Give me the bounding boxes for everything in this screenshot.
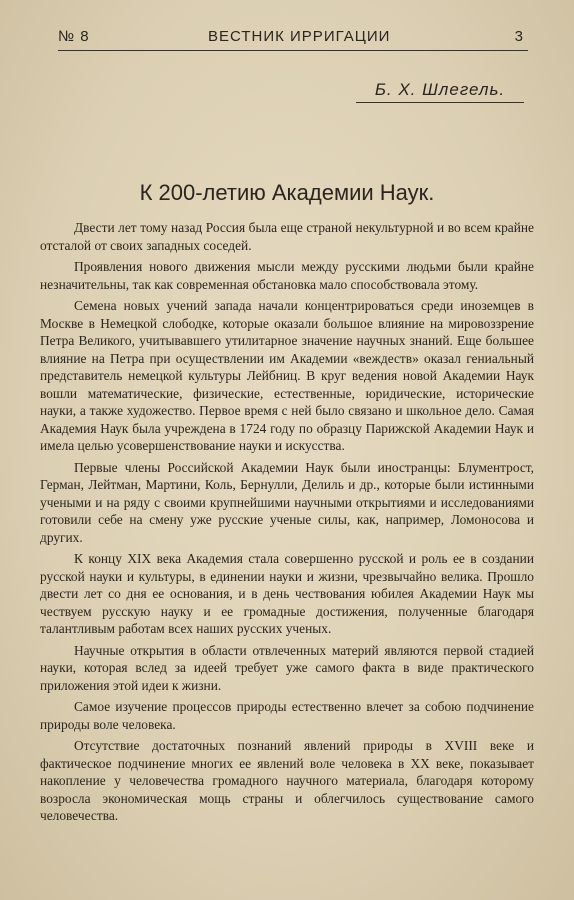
running-header xyxy=(58,28,528,51)
article-body xyxy=(40,219,534,829)
author-name: Б. Х. Шлегель. xyxy=(374,80,506,99)
paragraph: Самое изучение процессов природы естественно влечет за собою подчинение природы воле человека. xyxy=(40,699,534,732)
paragraph: К концу XIX века Академия стала совершенно русской и роль ее в создании русской науки и культуры, в единении науки и жизни, чрезвычайно велика. Прошло двести лет со дня ее основания, и в день чествования юбилея Академии Наук мы чествуем русскую науку и ее громадные достижения, полученные благодаря талантливым работам всех наших русских ученых. xyxy=(40,551,534,636)
paragraph: Семена новых учений запада начали концентрироваться среди иноземцев в Москве в Немецкой слободке, которые оказали большое влияние на мировоззрение Петра Великого, учитывавшего утилитарное значение научных знаний. Еще большее влияние на Петра при осуществлении им Академии «веждеств» оказал гениальный представитель немецкой культуры Лейбниц. В круг ведения новой Академии Наук вошли математические, физические, естественные, юридические, исторические науки, а также художество. Первое время с ней было связано и школьное дело. Самая Академия Наук была учреждена в 1724 году по образцу Парижской Академии Наук и имела целью усовершенствование науки и искусства. xyxy=(40,298,534,453)
issue-number: № 8 xyxy=(58,28,90,45)
paragraph: Двести лет тому назад Россия была еще страной некультурной и во всем крайне отсталой от своих западных соседей. xyxy=(40,220,534,253)
paragraph: Проявления нового движения мысли между русскими людьми были крайне незначительны, так как современная обстановка мало способствовала этому. xyxy=(40,259,534,292)
article-title: К 200-летию Академии Наук. xyxy=(139,180,435,205)
journal-title: ВЕСТНИК ИРРИГАЦИИ xyxy=(208,28,391,45)
page-number: 3 xyxy=(514,28,524,45)
paragraph: Отсутствие достаточных познаний явлений природы в XVIII веке и фактическое подчинение многих ее явлений воле человека в XX веке, показывает накопление у человечества громадного научного материала, благодаря которому возросла экономическая мощь страны и облегчилось существование самого человечества. xyxy=(40,738,534,823)
paragraph: Первые члены Российской Академии Наук были иностранцы: Блументрост, Герман, Лейтман, Мартини, Коль, Бернулли, Делиль и др., которые были истинными учеными и на ряду с своими крупнейшими научными открытиями и исследованиями готовили себе на смену уже русские ученые силы, как, например, Ломоносова и других. xyxy=(40,459,534,545)
paragraph: Научные открытия в области отвлеченных материй являются первой стадией науки, которая вслед за идеей требует уже самого факта в виде практического приложения этой идеи к жизни. xyxy=(40,642,534,693)
author-block xyxy=(356,80,524,103)
